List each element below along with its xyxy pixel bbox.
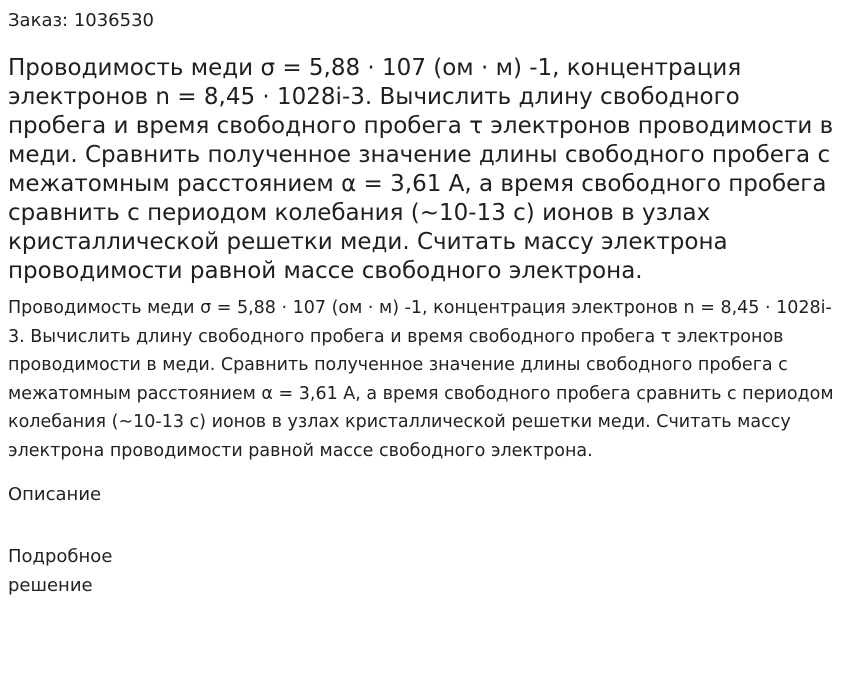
order-number: Заказ: 1036530 bbox=[8, 10, 154, 31]
problem-title: Проводимость меди σ = 5,88 · 107 (ом · м) -1, концентрация электронов n = 8,45 · 1028i-3. Вычислить длину свободного пробега и время свободного пробега τ электронов проводимости в меди. Сравнить полученное значение длины свободного пробега с межатомным расстоянием α = 3,61 A, а время свободного пробега сравнить с периодом колебания (~10-13 c) ионов в узлах кристаллической решетки меди. Считать массу электрона проводимости равной массе свободного электрона. bbox=[8, 55, 834, 284]
detailed-solution-heading: Подробное решение bbox=[8, 546, 113, 596]
description-heading: Описание bbox=[8, 484, 102, 505]
problem-text: Проводимость меди σ = 5,88 · 107 (ом · м) -1, концентрация электронов n = 8,45 · 1028i-3. Вычислить длину свободного пробега и время свободного пробега τ электронов проводимости в меди. Сравнить полученное значение длины свободного пробега с межатомным расстоянием α = 3,61 A, а время свободного пробега сравнить с периодом колебания (~10-13 c) ионов в узлах кристаллической решетки меди. Считать массу электрона проводимости равной массе свободного электрона. bbox=[8, 298, 834, 461]
